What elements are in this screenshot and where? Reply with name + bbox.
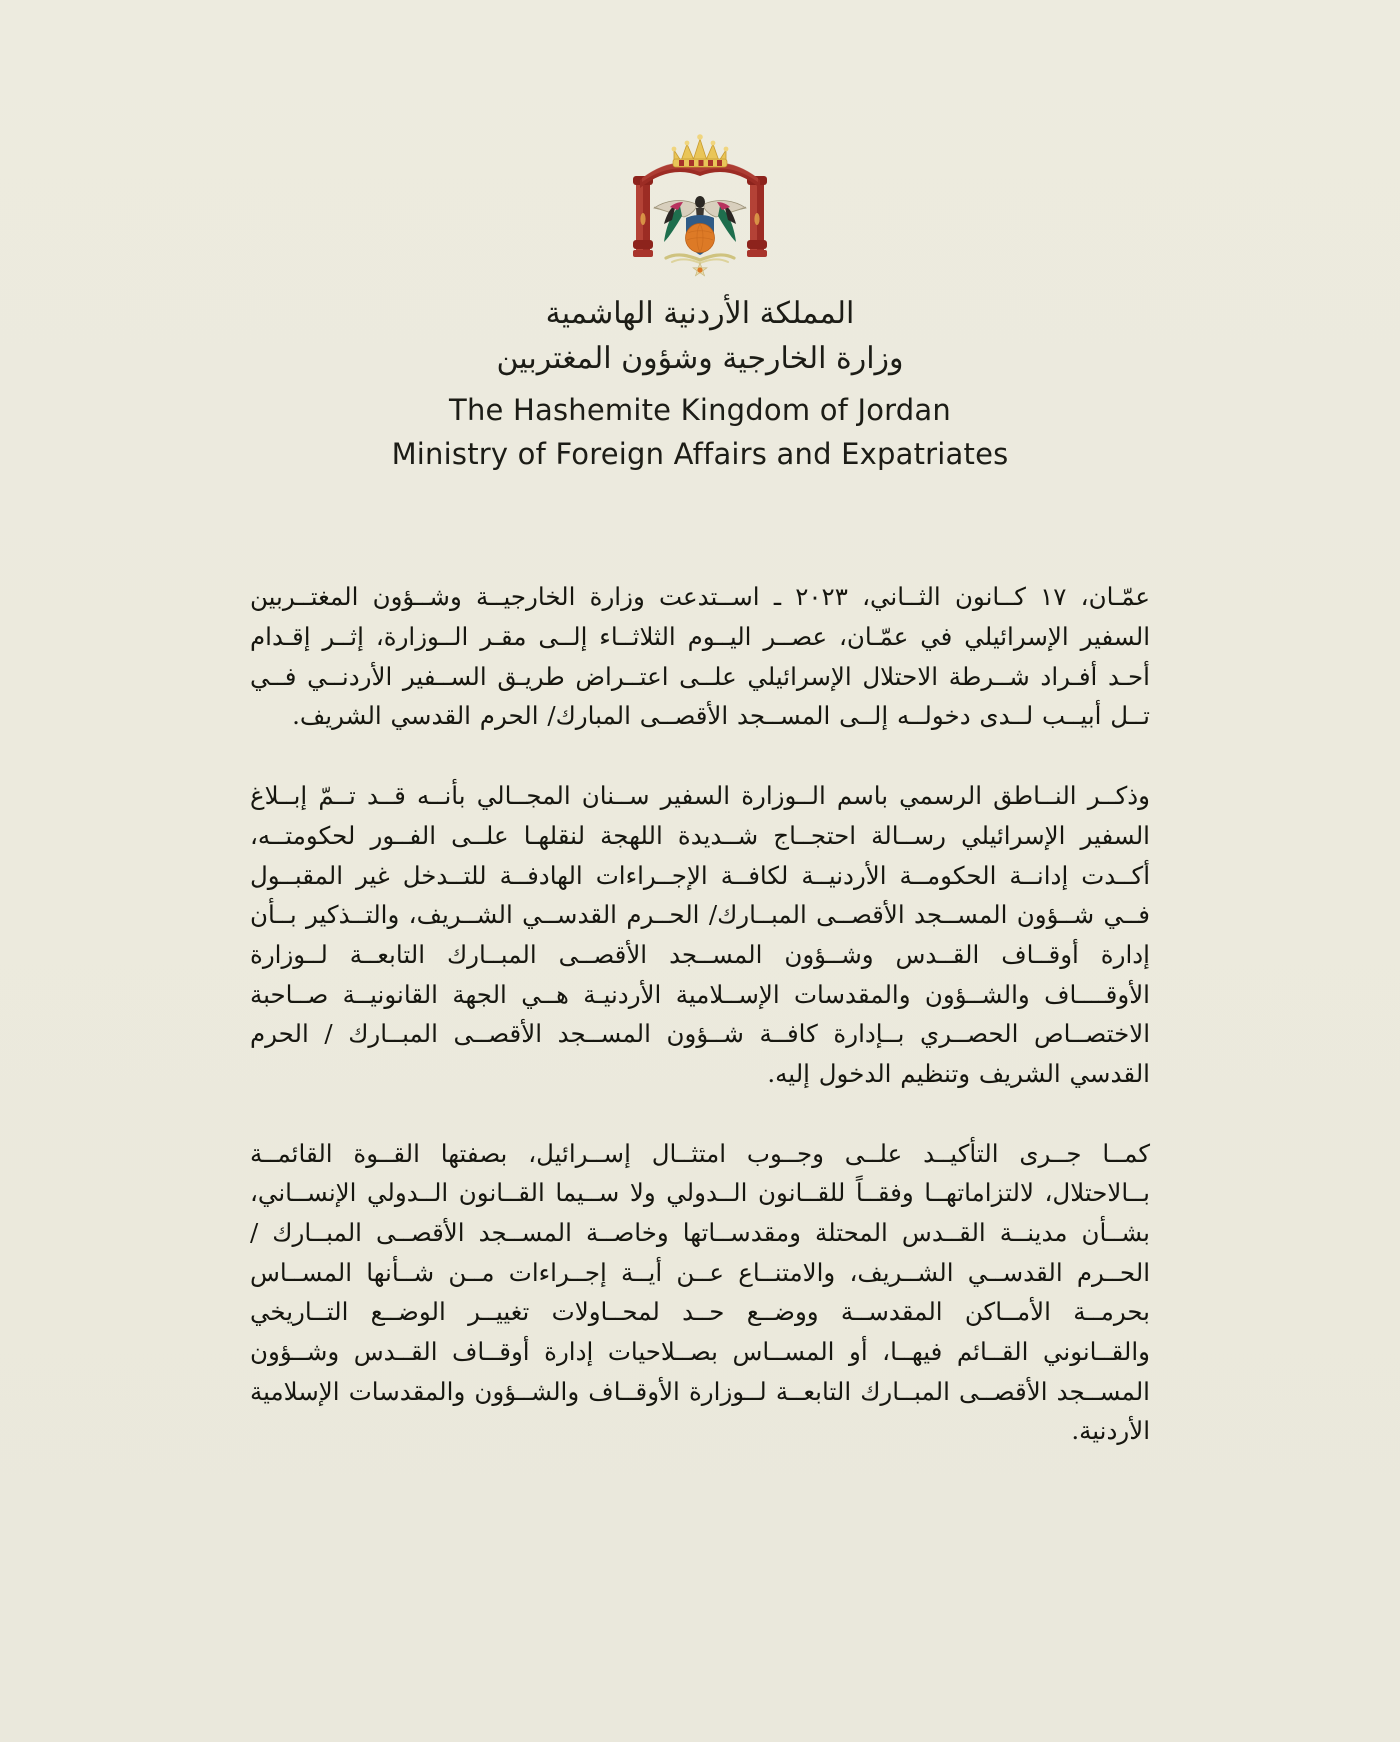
letterhead-arabic-kingdom: المملكة الأردنية الهاشمية [545, 296, 855, 331]
letterhead [0, 0, 1400, 473]
jordan-coat-of-arms-emblem [550, 118, 850, 278]
letterhead-arabic-ministry: وزارة الخارجية وشؤون المغتربين [496, 341, 904, 376]
letterhead-english-ministry: Ministry of Foreign Affairs and Expatriates [391, 436, 1009, 471]
letterhead-english-kingdom: The Hashemite Kingdom of Jordan [449, 393, 951, 427]
statement-paragraph-3: كمــا جــرى التأكيــد علــى وجــوب امتثــال إســرائيل، بصفتها القــوة القائمــة بــالاحتلال، لالتزاماتهــا وفقــاً للقــانون الــدولي ولا ســيما القــانون الــدولي الإنســاني، بشــأن مدينــة القــدس المحتلة ومقدســاتها وخاصــة المســجد الأقصــى المبــارك / الحــرم القدســي الشــريف، والامتنــاع عــن أيــة إجــراءات مــن شــأنها المســاس بحرمــة الأمــاكن المقدســة ووضــع حــد لمحــاولات تغييــر الوضــع التــاريخي والقــانوني القــائم فيهــا، أو المســاس بصــلاحيات إدارة أوقــاف القــدس وشــؤون المســجد الأقصــى المبــارك التابعــة لــوزارة الأوقــاف والشــؤون والمقدسات الإسلامية الأردنية. [250, 1138, 1150, 1446]
statement-paragraph-1: عمّـان، ١٧ كــانون الثــاني، ٢٠٢٣ ـ اســتدعت وزارة الخارجيــة وشــؤون المغتــربين السفير الإسرائيلي في عمّـان، عصــر اليــوم الثلاثــاء إلــى مقـر الــوزارة، إثــر إقـدام أحـد أفـراد شــرطة الاحتلال الإسرائيلي علــى اعتــراض طريـق الســفير الأردنــي فــي تــل أبيــب لــدى دخولــه إلــى المســجد الأقصــى المبارك/ الحرم القدسي الشريف. [250, 582, 1150, 731]
statement-body [250, 473, 1150, 1451]
statement-paragraph-2: وذكــر النــاطق الرسمي باسم الــوزارة السفير ســنان المجــالي بأنــه قــد تــمّ إبــلاغ السفير الإسرائيلي رســالة احتجــاج شــديدة اللهجة لنقلهـا علــى الفــور لحكومتــه، أكــدت إدانــة الحكومــة الأردنيــة لكافــة الإجــراءات الهادفــة للتــدخل غير المقبــول فــي شــؤون المســجد الأقصــى المبــارك/ الحــرم القدســي الشــريف، والتــذكير بــأن إدارة أوقــاف القــدس وشــؤون المســجد الأقصــى المبــارك التابعــة لــوزارة الأوقــــاف والشــؤون والمقدسات الإســلامية الأردنيـة هــي الجهة القانونيــة صــاحبة الاختصــاص الحصــري بــإدارة كافــة شــؤون المســجد الأقصــى المبــارك / الحرم القدسي الشريف وتنظيم الدخول إليه. [250, 781, 1150, 1088]
